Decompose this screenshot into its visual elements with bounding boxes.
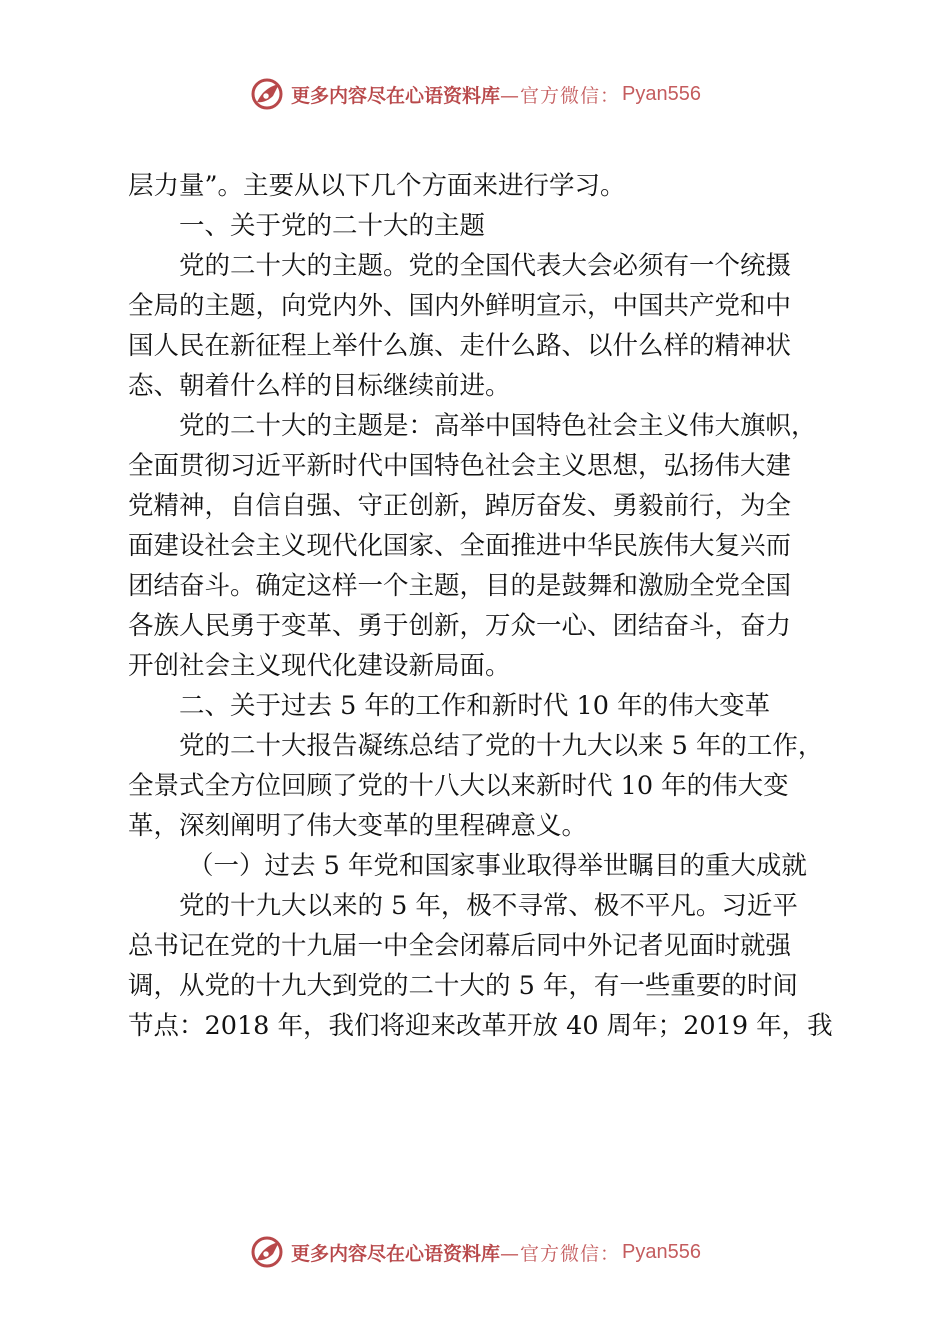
body-line: 党的二十大的主题。党的全国代表大会必须有一个统摄 (179, 251, 792, 281)
logo-icon (249, 1234, 285, 1270)
body-line: 革，深刻阐明了伟大变革的里程碑意义。 (128, 811, 588, 841)
body-line: 党精神，自信自强、守正创新，踔厉奋发、勇毅前行，为全 (128, 491, 792, 521)
document-body (128, 166, 848, 1046)
body-line: 态、朝着什么样的目标继续前进。 (128, 371, 511, 401)
body-line: 面建设社会主义现代化国家、全面推进中华民族伟大复兴而 (128, 531, 792, 561)
footer-banner-id: Pyan556 (622, 1240, 701, 1263)
body-line: 全面贯彻习近平新时代中国特色社会主义思想，弘扬伟大建 (128, 451, 792, 481)
header-banner-sub: —官方微信： (500, 84, 621, 107)
header-banner-id: Pyan556 (622, 82, 701, 105)
body-line: 调，从党的十九大到党的二十大的 5 年，有一些重要的时间 (128, 971, 798, 1001)
body-line: 全局的主题，向党内外、国内外鲜明宣示，中国共产党和中 (128, 291, 792, 321)
body-line: 开创社会主义现代化建设新局面。 (128, 651, 511, 681)
body-line: 团结奋斗。确定这样一个主题，目的是鼓舞和激励全党全国 (128, 571, 792, 601)
body-line: 党的二十大的主题是：高举中国特色社会主义伟大旗帜， (179, 411, 817, 441)
footer-banner (0, 1232, 950, 1272)
logo-icon (249, 76, 285, 112)
section-heading: 二、关于过去 5 年的工作和新时代 10 年的伟大变革 (179, 691, 771, 721)
header-banner (0, 74, 950, 114)
body-line: 全景式全方位回顾了党的十八大以来新时代 10 年的伟大变 (128, 771, 789, 801)
section-heading: 一、关于党的二十大的主题 (179, 211, 486, 241)
footer-banner-sub: —官方微信： (500, 1242, 621, 1265)
body-line: 层力量”。主要从以下几个方面来进行学习。 (128, 171, 626, 201)
header-banner-main: 更多内容尽在心语资料库 (291, 84, 501, 107)
body-line: 国人民在新征程上举什么旗、走什么路、以什么样的精神状 (128, 331, 792, 361)
subsection-heading: （一）过去 5 年党和国家事业取得举世瞩目的重大成就 (188, 851, 807, 881)
footer-banner-main: 更多内容尽在心语资料库 (291, 1242, 501, 1265)
body-line: 各族人民勇于变革、勇于创新，万众一心、团结奋斗，奋力 (128, 611, 792, 641)
body-line: 总书记在党的十九届一中全会闭幕后同中外记者见面时就强 (128, 931, 792, 961)
body-line: 党的二十大报告凝练总结了党的十九大以来 5 年的工作， (179, 731, 824, 761)
body-line: 党的十九大以来的 5 年，极不寻常、极不平凡。习近平 (179, 891, 798, 921)
body-line: 节点：2018 年，我们将迎来改革开放 40 周年；2019 年，我 (128, 1011, 833, 1041)
